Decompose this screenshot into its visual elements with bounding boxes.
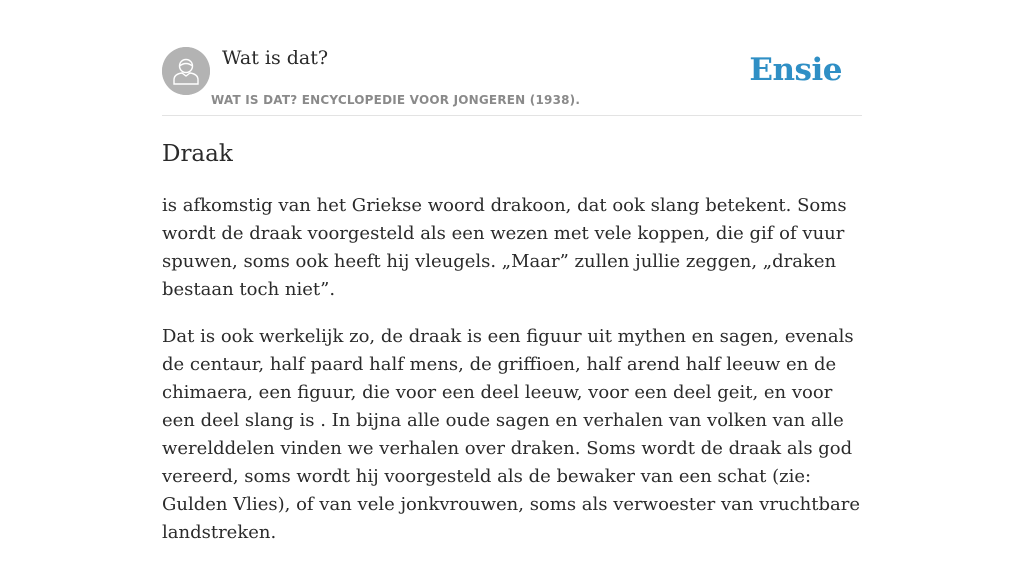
source-title[interactable]: Wat is dat? xyxy=(222,47,329,69)
user-avatar-icon[interactable] xyxy=(162,47,210,95)
article-paragraph: Dat is ook werkelijk zo, de draak is een figuur uit mythen en sagen, evenals de centaur, half paard half mens, de griffioen, half arend half leeuw en de chimaera, een figuur, die voor een deel leeuw, voor een deel geit, en voor een deel slang is . In bijna alle oude sagen en verhalen van volken van alle werelddelen vinden we verhalen over draken. Soms wordt de draak als god vereerd, soms wordt hij voorgesteld als de bewaker van een schat (zie: Gulden Vlies), of van vele jonkvrouwen, soms als verwoester van vruchtbare landstreken. xyxy=(162,326,861,543)
source-subtitle[interactable]: WAT IS DAT? ENCYCLOPEDIE VOOR JONGEREN (1938). xyxy=(211,93,581,107)
article-title: Draak xyxy=(162,141,233,167)
source-header xyxy=(162,46,862,116)
ensie-logo[interactable]: Ensie xyxy=(749,52,842,88)
article-paragraph: is afkomstig van het Griekse woord drakoon, dat ook slang betekent. Soms wordt de draak voorgesteld als een wezen met vele koppen, die gif of vuur spuwen, soms ook heeft hij vleugels. „Maar” zullen jullie zeggen, „draken bestaan toch niet”. xyxy=(162,195,847,300)
article-body xyxy=(162,192,867,566)
